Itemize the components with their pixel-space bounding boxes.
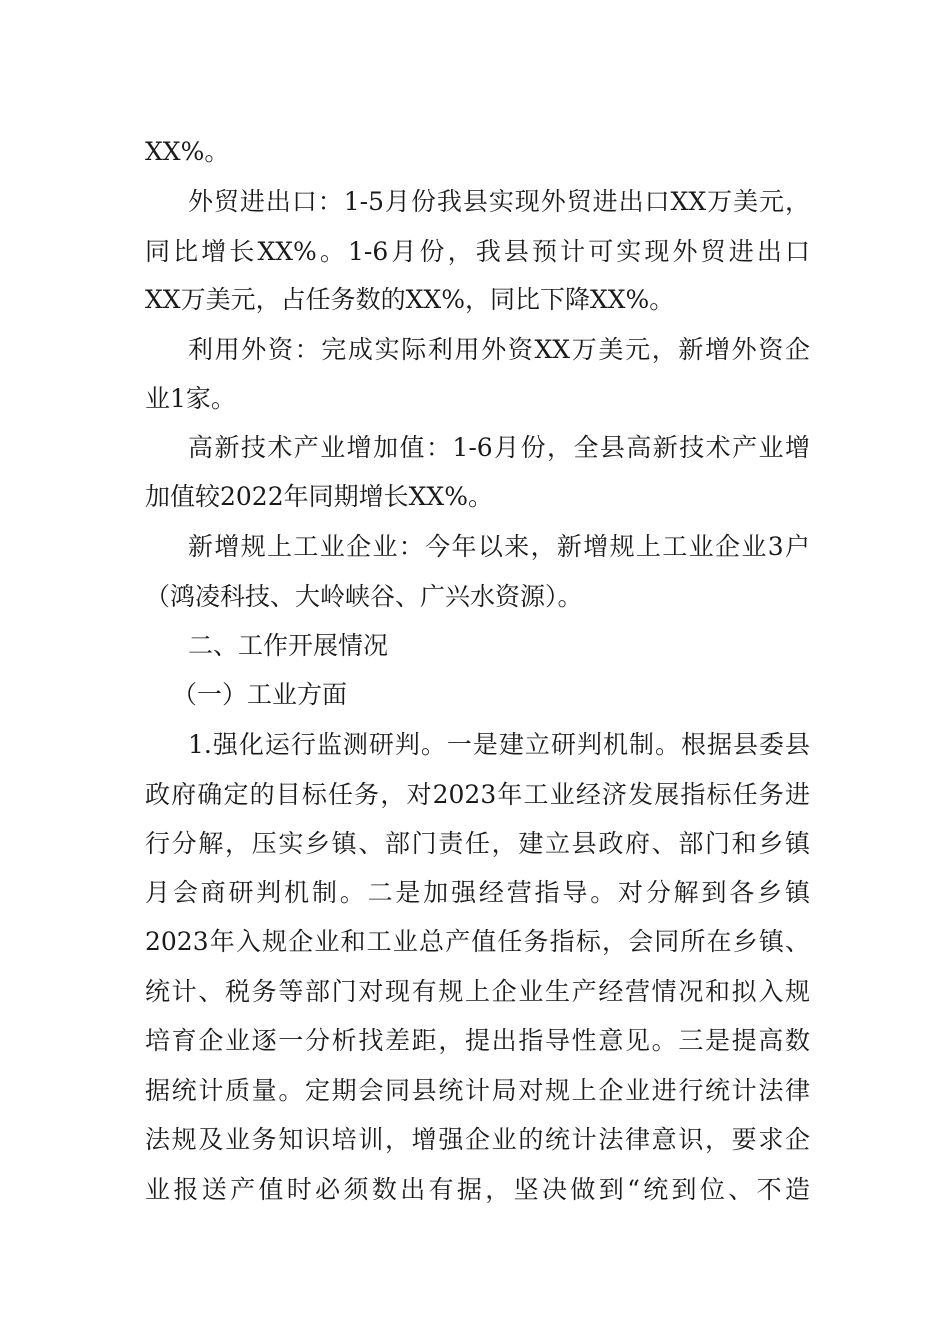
- subsection-heading: （一）工业方面: [172, 680, 348, 709]
- text-line-1: XX%。: [145, 137, 230, 166]
- text-line-13: 1.强化运行监测研判。一是建立研判机制。根据县委县: [188, 730, 810, 759]
- text-line-15: 行分解，压实乡镇、部门责任，建立县政府、部门和乡镇: [145, 829, 810, 858]
- text-line-2: 外贸进出口：1-5月份我县实现外贸进出口XX万美元，: [188, 187, 810, 216]
- text-line-19: 培育企业逐一分析找差距，提出指导性意见。三是提高数: [145, 1026, 810, 1055]
- text-line-10: （鸿凌科技、大岭峡谷、广兴水资源）。: [145, 582, 583, 611]
- text-line-5: 利用外资：完成实际利用外资XX万美元，新增外资企: [188, 335, 810, 364]
- text-line-16: 月会商研判机制。二是加强经营指导。对分解到各乡镇: [145, 878, 810, 907]
- text-line-14: 政府确定的目标任务，对2023年工业经济发展指标任务进: [145, 780, 810, 809]
- text-line-4: XX万美元，占任务数的XX%，同比下降XX%。: [145, 285, 675, 314]
- section-heading: 二、工作开展情况: [188, 631, 389, 660]
- text-line-17: 2023年入规企业和工业总产值任务指标，会同所在乡镇、: [145, 927, 810, 956]
- text-line-8: 加值较2022年同期增长XX%。: [145, 482, 493, 511]
- text-line-6: 业1家。: [145, 384, 236, 413]
- text-line-3: 同比增长XX%。1-6月份，我县预计可实现外贸进出口: [145, 237, 810, 266]
- text-line-21: 法规及业务知识培训，增强企业的统计法律意识，要求企: [145, 1125, 810, 1154]
- text-line-22: 业报送产值时必须数出有据，坚决做到“统到位、不造: [145, 1175, 810, 1204]
- text-line-18: 统计、税务等部门对现有规上企业生产经营情况和拟入规: [145, 977, 810, 1006]
- text-line-9: 新增规上工业企业：今年以来，新增规上工业企业3户: [188, 532, 810, 561]
- text-line-20: 据统计质量。定期会同县统计局对规上企业进行统计法律: [145, 1076, 810, 1105]
- text-line-7: 高新技术产业增加值：1-6月份，全县高新技术产业增: [188, 433, 810, 462]
